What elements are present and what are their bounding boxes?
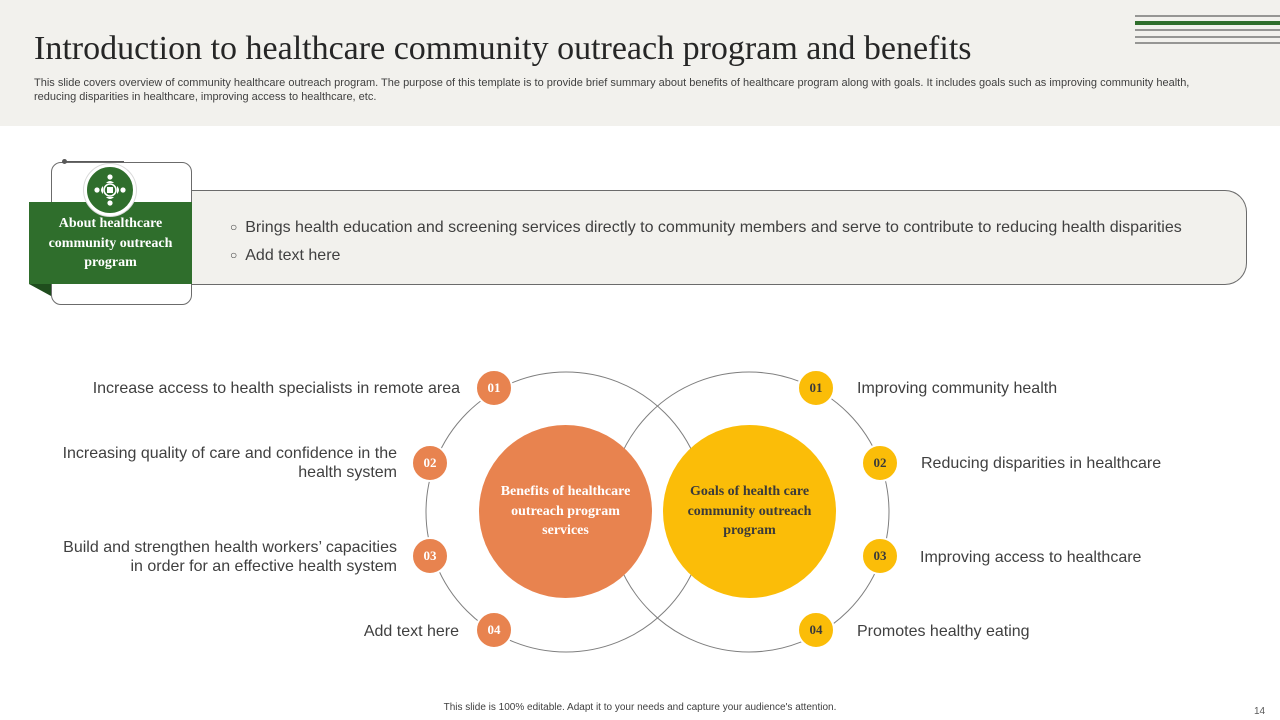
goal-text-03: Improving access to healthcare — [920, 549, 1142, 566]
benefit-text-03: Build and strengthen health workers’ capacities in order for an effective health system — [63, 539, 397, 575]
page-subtitle: This slide covers overview of community healthcare outreach program. The purpose of this template is to provide brief summary about benefits of healthcare program along with goals. It includes goals such as improving community health, reducing disparities in healthcare, improving access to healthcare, etc. — [34, 77, 1190, 103]
benefit-badge-02: 02 — [411, 444, 449, 482]
goal-text-01: Improving community health — [857, 380, 1058, 397]
benefits-circle — [479, 425, 652, 598]
goal-badge-02: 02 — [861, 444, 899, 482]
benefit-badge-04: 04 — [475, 611, 513, 649]
goals-circle — [663, 425, 836, 598]
page-title: Introduction to healthcare community outreach program and benefits — [34, 30, 972, 67]
benefits-title: Benefits of healthcare outreach program services — [500, 484, 631, 539]
footer-note: This slide is 100% editable. Adapt it to your needs and capture your audience's attention. — [443, 702, 837, 713]
about-label: About healthcare community outreach program — [29, 202, 192, 284]
benefit-badge-01: 01 — [475, 369, 513, 407]
benefit-text-04: Add text here — [363, 623, 459, 640]
goal-badge-01: 01 — [797, 369, 835, 407]
description-point: ○ Brings health education and screening services directly to community members and serve to contribute to reducing health disparities — [230, 214, 1182, 242]
benefit-text-02: Increasing quality of care and confidence in the health system — [62, 445, 397, 481]
benefit-badge-03: 03 — [411, 537, 449, 575]
goal-text-04: Promotes healthy eating — [857, 623, 1030, 640]
page-number: 14 — [1254, 706, 1266, 717]
goal-badge-04: 04 — [797, 611, 835, 649]
goal-badge-03: 03 — [861, 537, 899, 575]
goals-title: Goals of health care community outreach program — [687, 484, 812, 539]
goal-text-02: Reducing disparities in healthcare — [921, 455, 1162, 472]
benefit-text-01: Increase access to health specialists in remote area — [92, 380, 460, 397]
description-point: ○ Add text here — [230, 242, 1182, 270]
